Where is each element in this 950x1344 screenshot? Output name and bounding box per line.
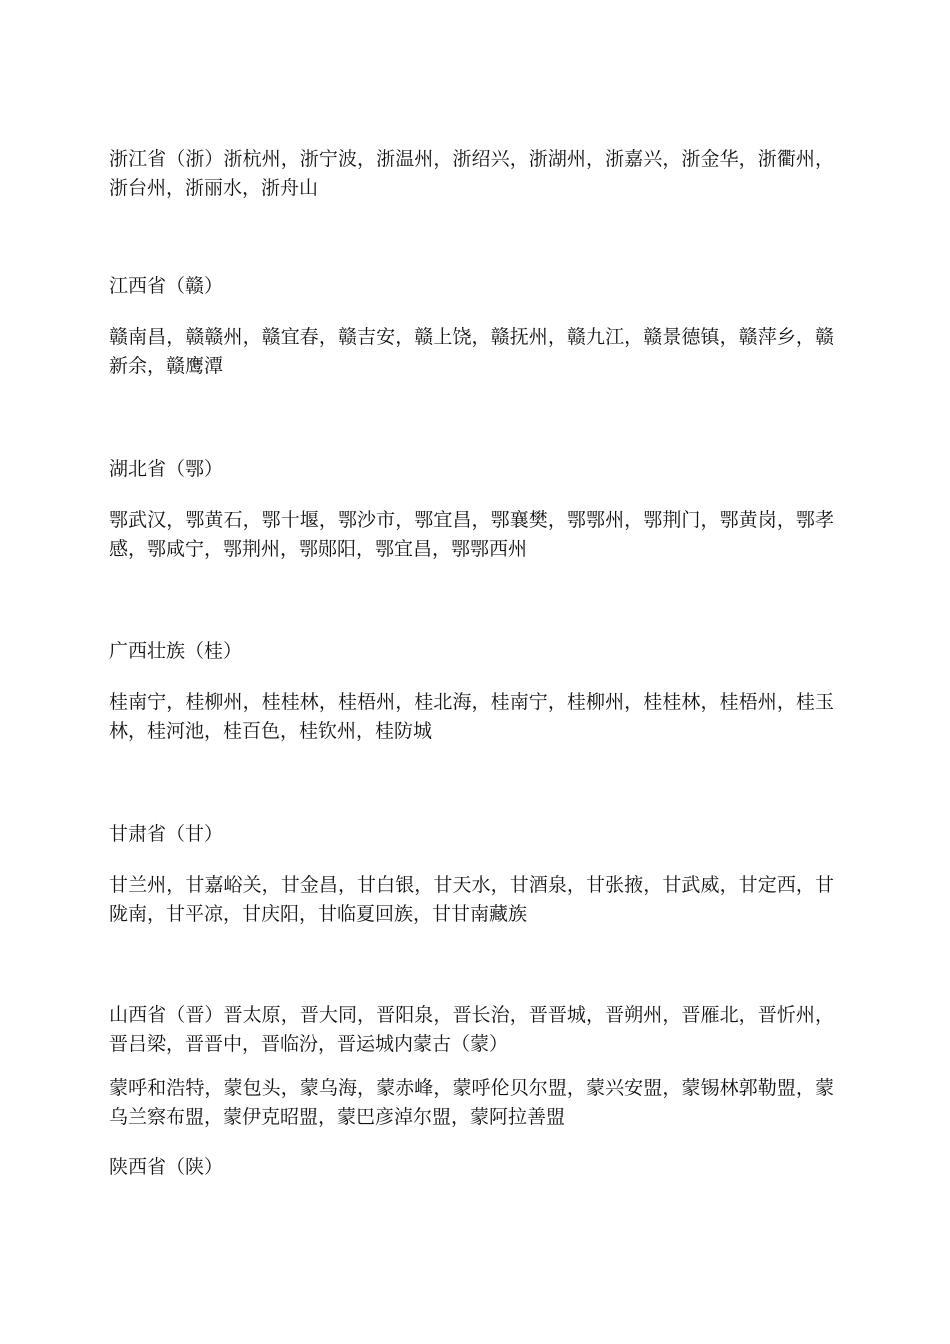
- guangxi-cities-paragraph: 桂南宁，桂柳州，桂桂林，桂梧州，桂北海，桂南宁，桂柳州，桂桂林，桂梧州，桂玉林，桂河池，桂百色，桂钦州，桂防城: [109, 691, 834, 742]
- neimenggu-cities-paragraph: 蒙呼和浩特，蒙包头，蒙乌海，蒙赤峰，蒙呼伦贝尔盟，蒙兴安盟，蒙锡林郭勒盟，蒙乌兰察布盟，蒙伊克昭盟，蒙巴彦淖尔盟，蒙阿拉善盟: [109, 1077, 834, 1128]
- gansu-cities-paragraph: 甘兰州，甘嘉峪关，甘金昌，甘白银，甘天水，甘酒泉，甘张掖，甘武威，甘定西，甘陇南，甘平凉，甘庆阳，甘临夏回族，甘甘南藏族: [109, 874, 834, 925]
- shaanxi-heading: 陕西省（陕）: [109, 1156, 224, 1178]
- gansu-heading: 甘肃省（甘）: [109, 823, 224, 845]
- jiangxi-heading: 江西省（赣）: [109, 275, 224, 297]
- hubei-heading: 湖北省（鄂）: [109, 458, 224, 480]
- guangxi-heading: 广西壮族（桂）: [109, 640, 243, 662]
- jiangxi-cities-paragraph: 赣南昌，赣赣州，赣宜春，赣吉安，赣上饶，赣抚州，赣九江，赣景德镇，赣萍乡，赣新余，赣鹰潭: [109, 326, 834, 377]
- shanxi-paragraph: 山西省（晋）晋太原，晋大同，晋阳泉，晋长治，晋晋城，晋朔州，晋雁北，晋忻州，晋吕梁，晋晋中，晋临汾，晋运城内蒙古（蒙）: [109, 1004, 834, 1055]
- hubei-cities-paragraph: 鄂武汉，鄂黄石，鄂十堰，鄂沙市，鄂宜昌，鄂襄樊，鄂鄂州，鄂荆门，鄂黄岗，鄂孝感，鄂咸宁，鄂荆州，鄂郧阳，鄂宜昌，鄂鄂西州: [109, 509, 834, 560]
- zhejiang-paragraph: 浙江省（浙）浙杭州，浙宁波，浙温州，浙绍兴，浙湖州，浙嘉兴，浙金华，浙衢州，浙台州，浙丽水，浙舟山: [109, 148, 834, 199]
